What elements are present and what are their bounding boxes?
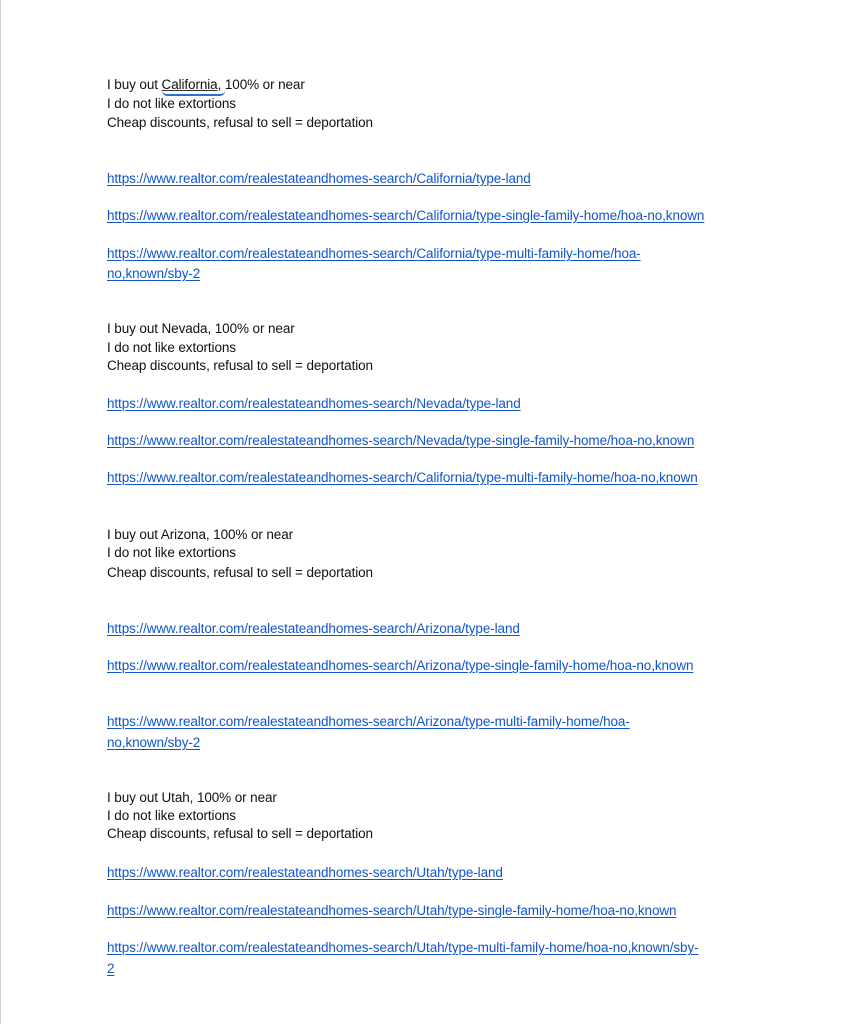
utah-multi-family-link-continued[interactable]: 2: [107, 961, 115, 976]
arizona-deportation-line: Cheap discounts, refusal to sell = deportation: [107, 565, 373, 580]
utah-heading-line: I buy out Utah, 100% or near: [107, 790, 277, 805]
nevada-multi-family-link[interactable]: https://www.realtor.com/realestateandhomes-search/California/type-multi-family-home/hoa-no,known: [107, 470, 698, 485]
arizona-heading-line: I buy out Arizona, 100% or near: [107, 527, 294, 542]
california-extortion-line: I do not like extortions: [107, 96, 236, 111]
arizona-extortion-line: I do not like extortions: [107, 545, 236, 560]
nevada-heading-line: I buy out Nevada, 100% or near: [107, 321, 295, 336]
nevada-single-family-link[interactable]: https://www.realtor.com/realestateandhomes-search/Nevada/type-single-family-home/hoa-no,known: [107, 433, 695, 448]
utah-deportation-line: Cheap discounts, refusal to sell = deportation: [107, 826, 373, 841]
arizona-multi-family-link-continued[interactable]: no,known/sby-2: [107, 735, 201, 750]
utah-land-link[interactable]: https://www.realtor.com/realestateandhomes-search/Utah/type-land: [107, 865, 503, 880]
nevada-deportation-line: Cheap discounts, refusal to sell = deportation: [107, 358, 373, 373]
arizona-single-family-link[interactable]: https://www.realtor.com/realestateandhomes-search/Arizona/type-single-family-home/hoa-no,known: [107, 658, 694, 673]
california-heading-line: [107, 76, 305, 94]
california-misspelled-word[interactable]: California,: [162, 77, 222, 92]
california-multi-family-link-continued[interactable]: no,known/sby-2: [107, 266, 201, 281]
california-single-family-link[interactable]: https://www.realtor.com/realestateandhomes-search/California/type-single-family-home/hoa-no,known: [107, 208, 705, 223]
california-multi-family-link[interactable]: https://www.realtor.com/realestateandhomes-search/California/type-multi-family-home/hoa-: [107, 246, 641, 261]
utah-multi-family-link[interactable]: https://www.realtor.com/realestateandhomes-search/Utah/type-multi-family-home/hoa-no,known/sby-: [107, 940, 699, 955]
nevada-land-link[interactable]: https://www.realtor.com/realestateandhomes-search/Nevada/type-land: [107, 396, 521, 411]
nevada-extortion-line: I do not like extortions: [107, 340, 236, 355]
utah-single-family-link[interactable]: https://www.realtor.com/realestateandhomes-search/Utah/type-single-family-home/hoa-no,known: [107, 903, 677, 918]
california-heading-prefix: I buy out: [107, 77, 162, 92]
california-heading-suffix: 100% or near: [221, 77, 305, 92]
arizona-land-link[interactable]: https://www.realtor.com/realestateandhomes-search/Arizona/type-land: [107, 621, 520, 636]
california-deportation-line: Cheap discounts, refusal to sell = deportation: [107, 115, 373, 130]
arizona-multi-family-link[interactable]: https://www.realtor.com/realestateandhomes-search/Arizona/type-multi-family-home/hoa-: [107, 714, 630, 729]
utah-extortion-line: I do not like extortions: [107, 808, 236, 823]
california-land-link[interactable]: https://www.realtor.com/realestateandhomes-search/California/type-land: [107, 171, 531, 186]
